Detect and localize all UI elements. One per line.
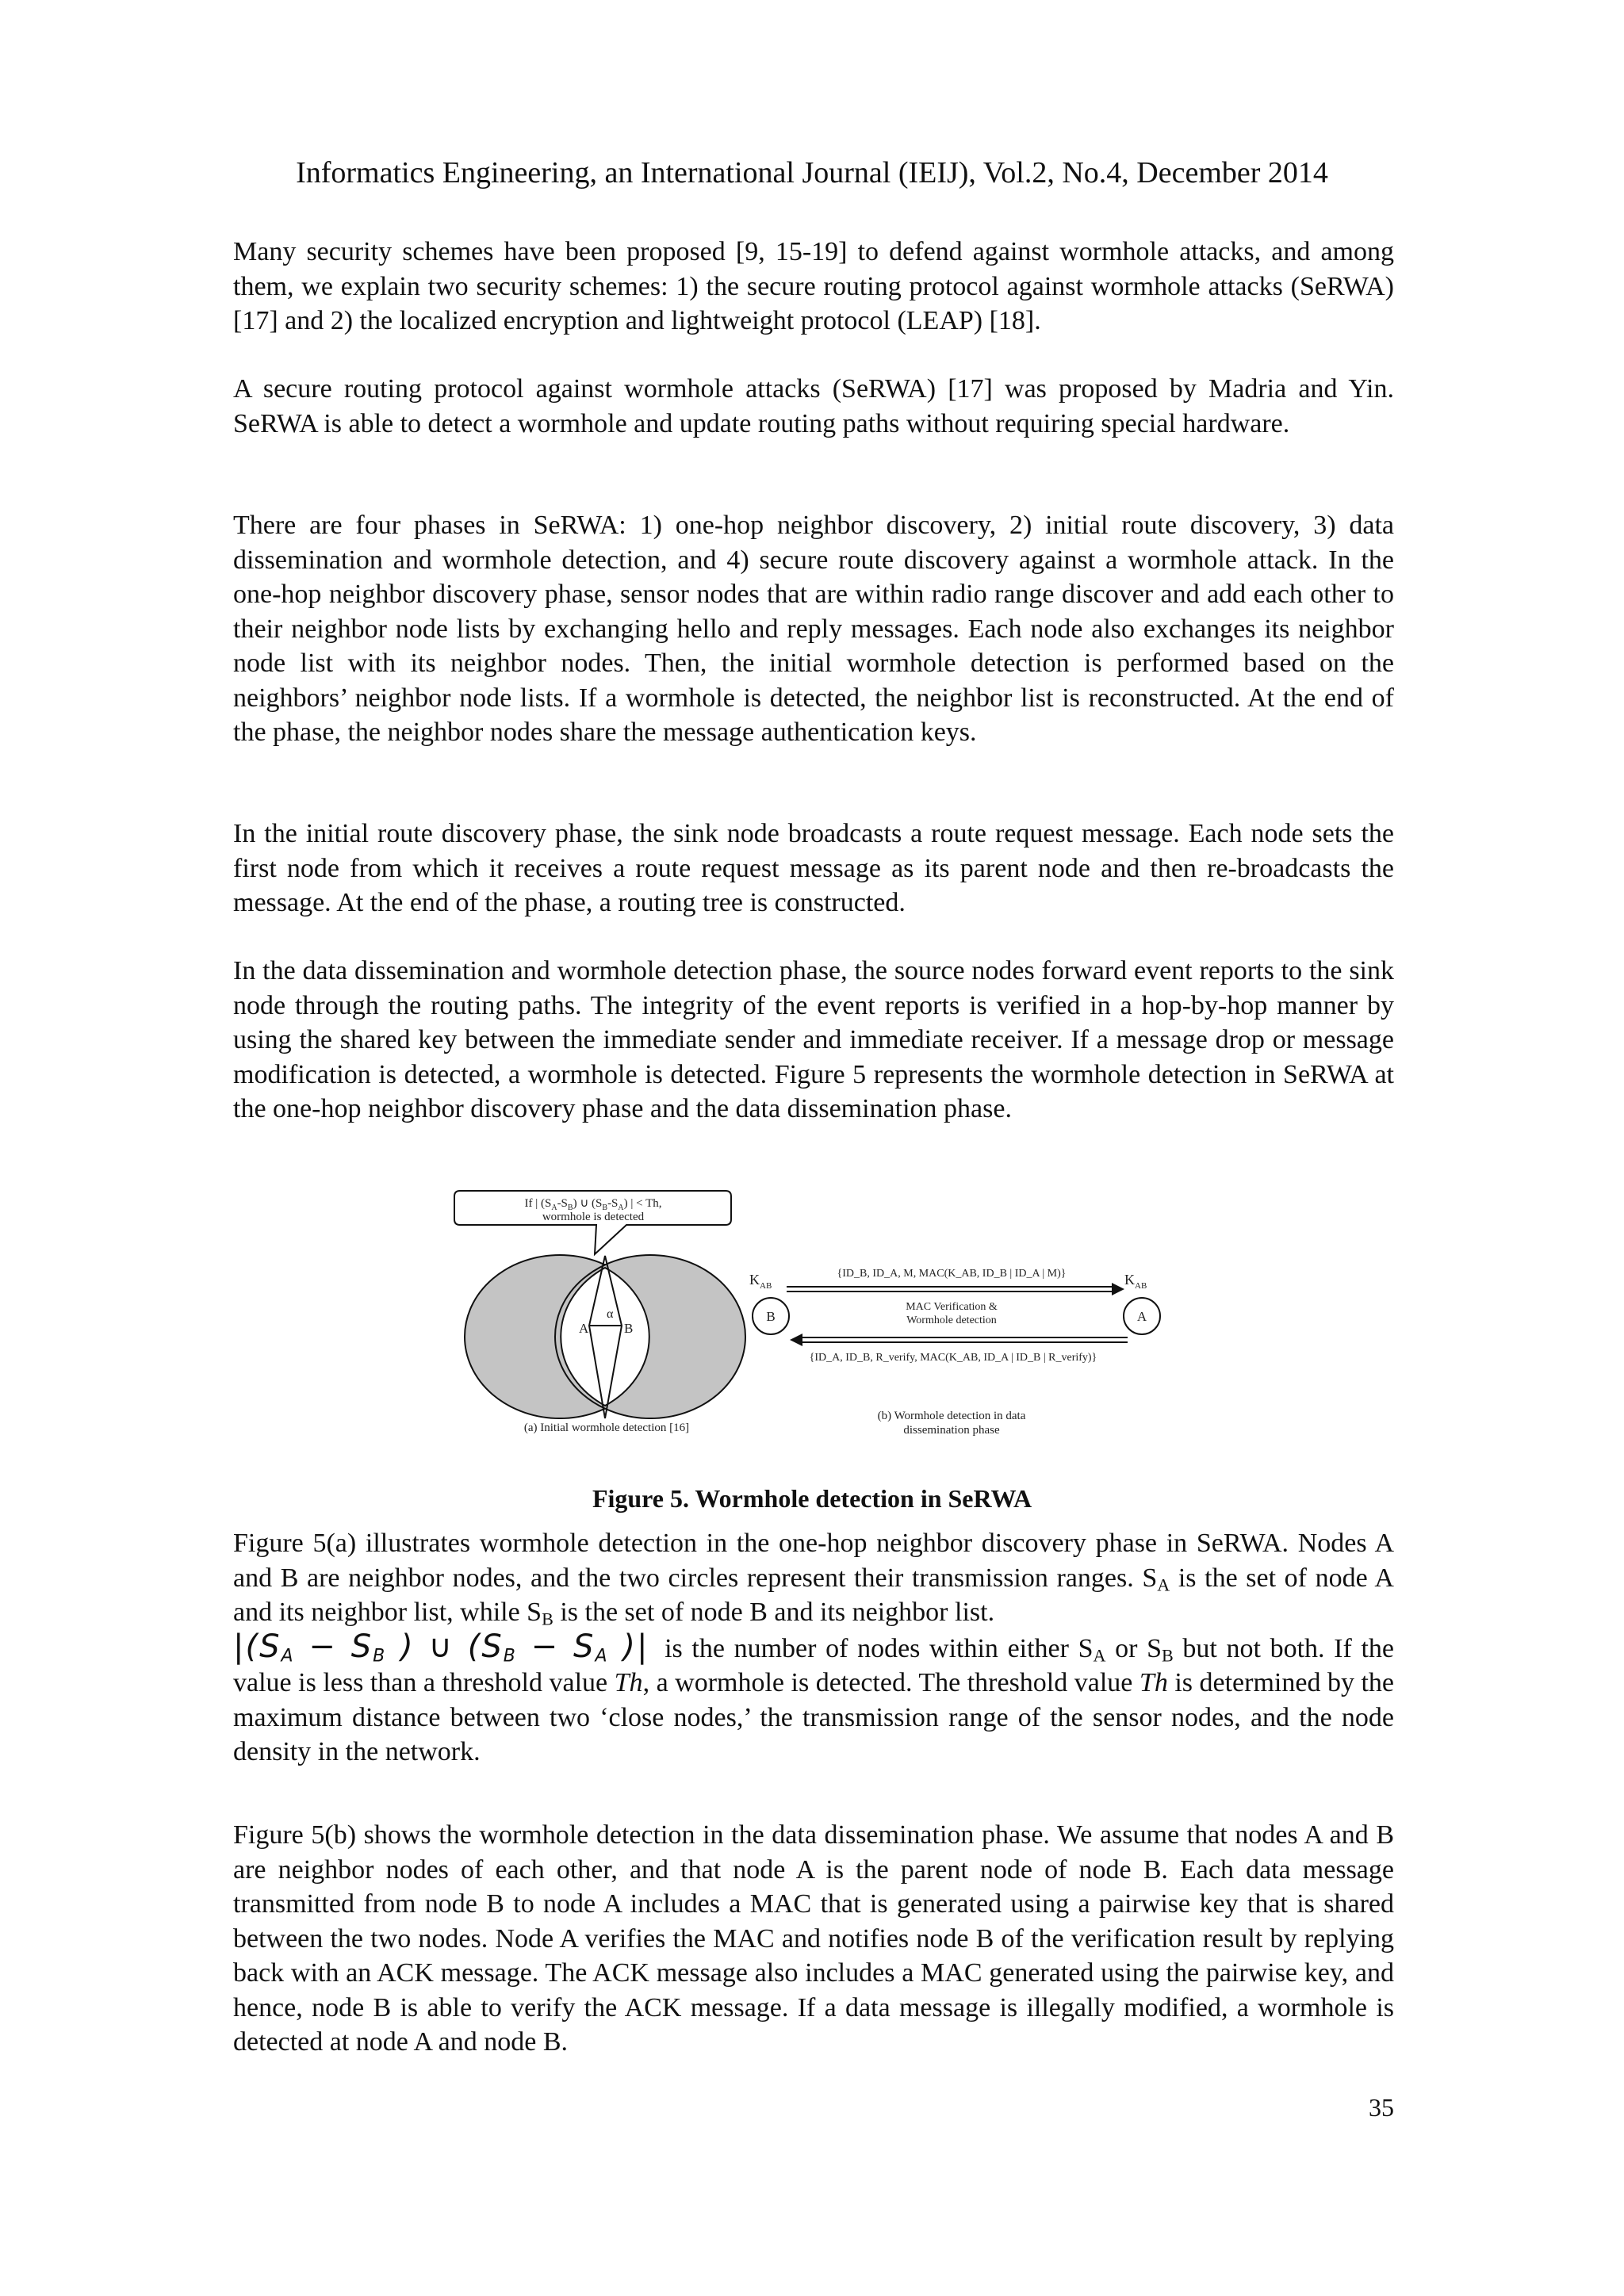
node-b-label: B bbox=[624, 1321, 634, 1336]
node-a: A bbox=[1136, 1309, 1147, 1324]
paragraph-5: In the data dissemination and wormhole detection phase, the source nodes forward event reports to the sink node through the routing paths. The integrity of the event reports is verified in a hop-by-hop manner by using the shared key between the immediate sender and immediate receiver. If a message drop or message modification is detected, a wormhole is detected. Figure 5 represents the wormhole detection in SeRWA at the one-hop neighbor discovery phase and the data dissemination phase. bbox=[233, 956, 1394, 1123]
message-top: {ID_B, ID_A, M, MAC(K_AB, ID_B | ID_A | M)} bbox=[837, 1268, 1067, 1280]
alpha-label: α bbox=[607, 1307, 614, 1321]
figure-5b-label-1: (b) Wormhole detection in data bbox=[877, 1410, 1026, 1422]
journal-header: Informatics Engineering, an International Journal (IEIJ), Vol.2, No.4, December 2014 bbox=[296, 156, 1328, 189]
figure-5b-label-2: dissemination phase bbox=[903, 1424, 1000, 1437]
set-difference-formula: $|(S_A - S_B$ ) ∪ ($S_B - S_A$ )| bbox=[233, 1628, 649, 1666]
figure-5b bbox=[749, 1268, 1160, 1437]
paragraph-1: Many security schemes have been proposed [9, 15-19] to defend against wormhole attacks, and among them, we explain two security schemes: 1) the secure routing protocol against wormhole attacks (SeRWA) [17] and 2) the localized encryption and lightweight protocol (LEAP) [18]. bbox=[233, 237, 1394, 335]
verify-line-1: MAC Verification & bbox=[906, 1301, 998, 1313]
message-bottom: {ID_A, ID_B, R_verify, MAC(K_AB, ID_A | ID_B | R_verify)} bbox=[809, 1352, 1097, 1364]
figure-5 bbox=[444, 1183, 1189, 1452]
callout-line-1: If | $(S_A-S_B)$ ∪ $(S_B-S_A)$ | < Th, bbox=[524, 1197, 662, 1212]
verify-line-2: Wormhole detection bbox=[906, 1314, 997, 1326]
figure-5a bbox=[454, 1191, 745, 1434]
arrow-top-head bbox=[1112, 1283, 1124, 1295]
paragraph-2: A secure routing protocol against wormhole attacks (SeRWA) [17] was proposed by Madria and Yin. SeRWA is able to detect a wormhole and update routing paths without requiring special hardware. bbox=[233, 374, 1394, 438]
paragraph-3: There are four phases in SeRWA: 1) one-hop neighbor discovery, 2) initial route discovery, 3) data dissemination and wormhole detection, and 4) secure route discovery against a wormhole attack. In the one-hop neighbor discovery phase, sensor nodes that are within radio range discover and add each other to their neighbor node lists by exchanging hello and reply messages. Each node also exchanges its neighbor node list with its neighbor nodes. Then, the initial wormhole detection is performed based on the neighbors’ neighbor node lists. If a wormhole is detected, the neighbor list is reconstructed. At the end of the phase, the neighbor nodes share the message authentication keys. bbox=[233, 511, 1394, 747]
paragraph-4: In the initial route discovery phase, the sink node broadcasts a route request message. Each node sets the first node from which it receives a route request message as its parent node and then re-broadcasts the message. At the end of the phase, a routing tree is constructed. bbox=[233, 819, 1394, 917]
node-a-label: A bbox=[579, 1321, 589, 1336]
figure-5a-label: (a) Initial wormhole detection [16] bbox=[523, 1422, 690, 1434]
arrow-bottom-head bbox=[790, 1334, 802, 1346]
key-right: $K_{AB}$ bbox=[1124, 1272, 1147, 1291]
paragraph-7: Figure 5(b) shows the wormhole detection in the data dissemination phase. We assume that nodes A and B are neighbor nodes of each other, and that node A is the parent node of node B. Each data message transmitted from node B to node A includes a MAC that is generated using a pairwise key that is shared between the two nodes. Node A verifies the MAC and notifies node B of the verification result by replying back with an ACK message. The ACK message also includes a MAC generated using the pairwise key, and hence, node B is able to verify the ACK message. If a data message is illegally modified, a wormhole is detected at node A and node B. bbox=[233, 1820, 1394, 2057]
paragraph-6: Figure 5(a) illustrates wormhole detection in the one-hop neighbor discovery phase in SeRWA. Nodes A and B are neighbor nodes, and the two circles represent their transmission ranges. $S_A$ is the set of node A and its neighbor list, while $S_B$ is the set of node B and its neighbor list. $|(S_A - S_B$ ) ∪ ($S_B - S_A$ )| is the number of nodes within either $S_A$ or $S_B$ but not both. If the value is less than a threshold value Th, a wormhole is detected. The threshold value Th is determined by the maximum distance between two ‘close nodes,’ the transmission range of the sensor nodes, and the node density in the network. bbox=[233, 1529, 1394, 1766]
page-number: 35 bbox=[1369, 2093, 1394, 2122]
figure-caption: Figure 5. Wormhole detection in SeRWA bbox=[592, 1484, 1032, 1513]
key-left: $K_{AB}$ bbox=[749, 1272, 772, 1291]
node-b: B bbox=[766, 1309, 776, 1324]
figure-5-svg bbox=[444, 1183, 1189, 1452]
callout-line-2: wormhole is detected bbox=[542, 1211, 645, 1223]
